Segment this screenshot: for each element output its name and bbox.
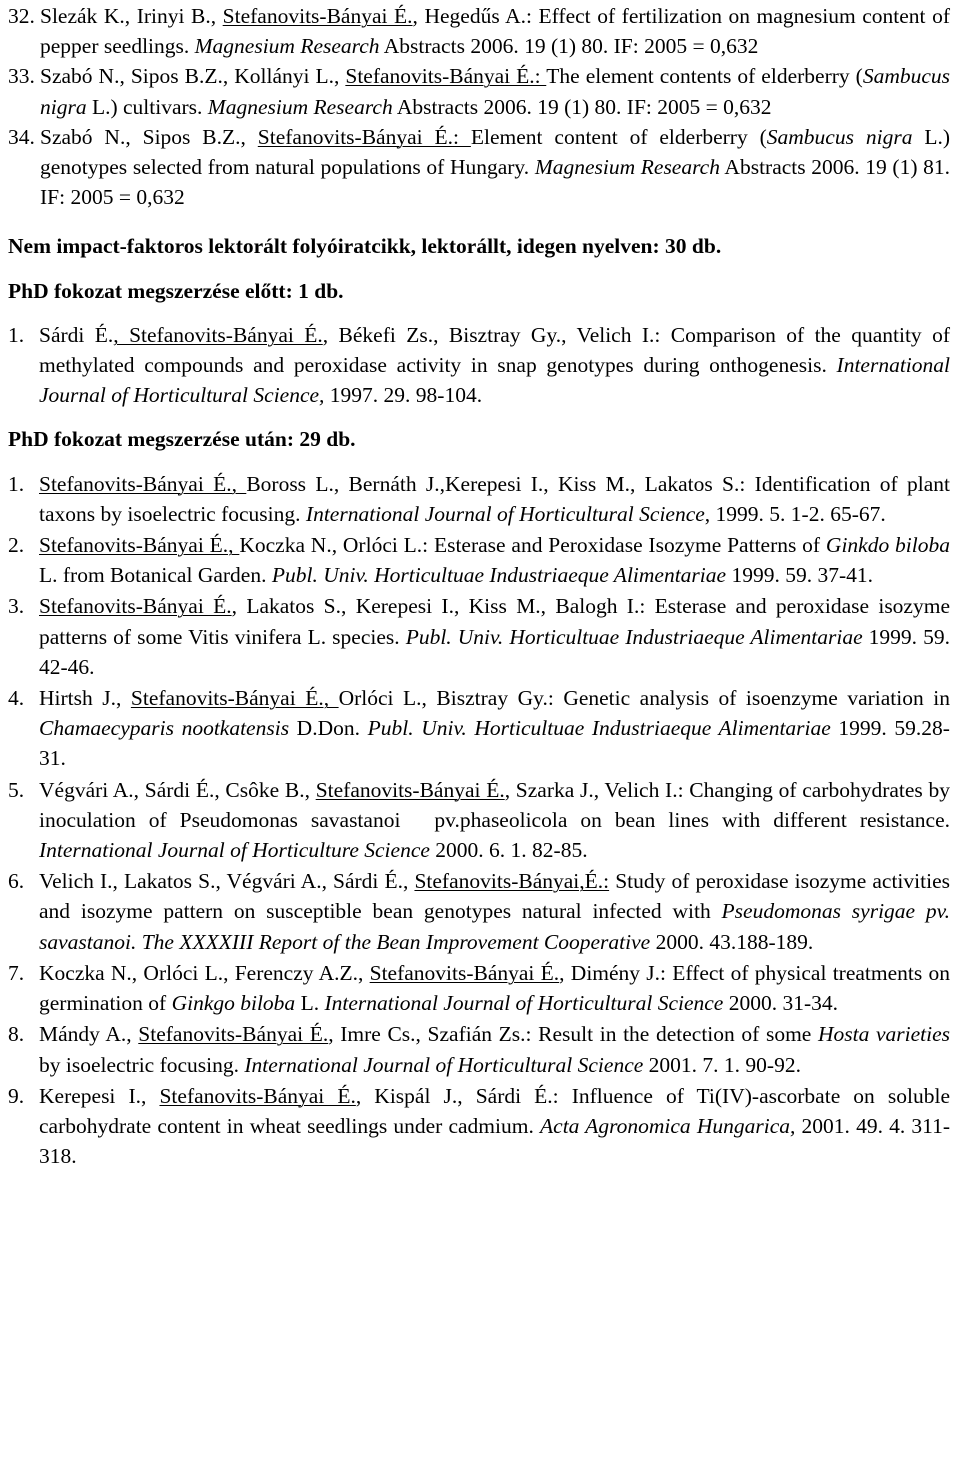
reference-text [39, 591, 950, 682]
reference-segment: , Dimény J.: Effect of physical treatments on germination of [39, 960, 950, 1016]
reference-segment: 2000. 6. 1. 82-85. [429, 838, 588, 863]
reference-text [40, 122, 950, 213]
reference-segment: Koczka N., Orlóci L., Ferenczy A.Z., [39, 960, 370, 985]
author-highlight: Stefanovits-Bányai,É.: [414, 869, 610, 894]
reference-entry [8, 775, 950, 866]
reference-number: 1. [8, 322, 25, 347]
journal-title: Ginkgo biloba [171, 991, 296, 1016]
journal-title: Sambucus nigra [766, 124, 913, 149]
reference-entry [8, 469, 950, 529]
author-highlight: Stefanovits-Bányai É. [39, 594, 232, 619]
reference-entry [8, 320, 950, 411]
journal-title: Publ. Univ. Horticultuae Industriaeque Alimentariae [367, 716, 831, 741]
reference-segment: L.) cultivars. [86, 94, 208, 119]
reference-number: 32. [8, 4, 35, 28]
reference-segment: 1999. 59. 37-41. [726, 563, 873, 588]
reference-text [39, 775, 950, 866]
reference-entry [8, 958, 950, 1018]
reference-segment: , Békefi Zs., Bisztray Gy., Velich I.: Comparison of the quantity of methylated compounds and peroxidase activity in snap genotypes during onthogenesis. [39, 322, 950, 378]
reference-number: 8. [8, 1022, 25, 1047]
reference-segment: , Kispál J., Sárdi É.: Influence of Ti(IV)-ascorbate on soluble carbohydrate content in wheat seedlings under cadmium. [39, 1083, 950, 1138]
journal-title: International Journal of Horticultural Science [305, 501, 705, 526]
reference-text [39, 469, 950, 529]
reference-segment: Abstracts 2006. 19 (1) 80. IF: 2005 = 0,632 [379, 34, 759, 59]
reference-segment: Sárdi É. [39, 322, 114, 347]
reference-number: 7. [8, 960, 25, 985]
reference-segment: by isoelectric focusing. [39, 1052, 245, 1077]
reference-number: 33. [8, 64, 35, 89]
reference-segment: Velich I., Lakatos S., Végvári A., Sárdi É., [39, 869, 415, 894]
reference-list-magnesium [8, 1, 950, 212]
reference-segment: Boross L., Bernáth J.,Kerepesi I., Kiss M., Lakatos S.: Identification of plant taxons by isoelectric focusing. [39, 471, 950, 526]
reference-entry [8, 866, 950, 957]
reference-number: 4. [8, 686, 25, 711]
author-highlight: Stefanovits-Bányai É.: [257, 124, 471, 149]
reference-segment: Szabó N., Sipos B.Z., Kollányi L., [40, 64, 346, 89]
author-highlight: Stefanovits-Bányai É. [369, 960, 560, 985]
journal-title: Magnesium Research [194, 34, 380, 59]
reference-entry [8, 591, 950, 682]
reference-text [39, 1019, 950, 1079]
reference-list-after-phd [8, 469, 950, 1172]
reference-segment: pv.phaseolicola on bean lines with different resistance. [434, 807, 950, 832]
reference-entry [8, 1081, 950, 1172]
author-highlight: Stefanovits-Bányai É.: [345, 64, 547, 89]
reference-entry [8, 61, 950, 121]
reference-segment: , Szarka J., Velich I.: Changing of carbohydrates by inoculation of Pseudomonas savastanoi [39, 777, 950, 832]
journal-title: International Journal of Horticultural Science [324, 991, 724, 1016]
reference-entry [8, 1, 950, 61]
reference-text [40, 61, 950, 121]
reference-segment: Hirtsh J., [39, 686, 131, 711]
reference-text [39, 958, 950, 1018]
reference-text [39, 866, 950, 957]
reference-number: 3. [8, 594, 25, 619]
reference-segment: 2001. 7. 1. 90-92. [643, 1052, 801, 1077]
reference-segment: L. [295, 991, 325, 1016]
journal-title: Publ. Univ. Horticultuae Industriaeque Alimentariae [271, 563, 727, 588]
reference-text [40, 1, 950, 61]
reference-segment: Végvári A., Sárdi É., Csôke B., [39, 777, 316, 802]
journal-title: Sambucus nigra [40, 64, 950, 119]
reference-text [39, 320, 950, 411]
reference-entry [8, 122, 950, 213]
section-heading-non-impact: Nem impact-faktoros lektorált folyóiratcikk, lektorállt, idegen nyelven: 30 db. [8, 234, 722, 259]
reference-segment: 2000. 31-34. [723, 991, 839, 1016]
reference-segment: The element contents of elderberry ( [546, 64, 863, 89]
reference-segment: 2001. 49. 4. 311-318. [39, 1113, 950, 1169]
reference-segment: Koczka N., Orlóci L.: Esterase and Peroxidase Isozyme Patterns of [239, 533, 826, 558]
reference-entry [8, 530, 950, 590]
reference-segment: Mándy A., [39, 1022, 139, 1047]
section-heading-after-phd: PhD fokozat megszerzése után: 29 db. [8, 427, 356, 452]
reference-segment: 1999. 59. 42-46. [39, 624, 950, 679]
reference-entry [8, 683, 950, 774]
reference-segment: Abstracts 2006. 19 (1) 80. IF: 2005 = 0,632 [392, 94, 772, 119]
reference-segment: Element content of elderberry ( [470, 124, 767, 149]
journal-title: Pseudomonas syrigae pv. savastanoi. The XXXXIII Report of the Bean Improvement Cooperative [39, 899, 950, 954]
author-highlight: Stefanovits-Bányai É., [39, 533, 240, 558]
reference-segment: 1997. 29. 98-104. [324, 383, 483, 408]
author-highlight: Stefanovits-Bányai É., [39, 471, 247, 496]
reference-segment: Slezák K., Irinyi B., [40, 4, 223, 28]
reference-segment: Study of peroxidase isozyme activities and isozyme pattern on susceptible bean genotypes natural infected with [39, 869, 950, 924]
reference-number: 2. [8, 533, 25, 558]
reference-number: 9. [8, 1083, 25, 1108]
journal-title: Hosta varieties [817, 1022, 951, 1047]
journal-title: Chamaecyparis nootkatensis [39, 716, 290, 741]
reference-segment: Kerepesi I., [39, 1083, 160, 1108]
reference-segment: , 1999. 5. 1-2. 65-67. [704, 501, 886, 526]
journal-title: Magnesium Research [207, 94, 393, 119]
section-heading-before-phd: PhD fokozat megszerzése előtt: 1 db. [8, 278, 344, 303]
author-highlight: , Stefanovits-Bányai É. [113, 322, 323, 347]
reference-segment: Orlóci L., Bisztray Gy.: Genetic analysis of isoenzyme variation in [338, 686, 950, 711]
reference-text [39, 530, 950, 590]
reference-segment: , Imre Cs., Szafián Zs.: Result in the detection of some [328, 1022, 818, 1047]
reference-segment: , Lakatos S., Kerepesi I., Kiss M., Balogh I.: Esterase and peroxidase isozyme patterns of some Vitis vinifera L. species. [39, 594, 950, 649]
reference-segment: Abstracts 2006. 19 (1) 81. IF: 2005 = 0,632 [40, 155, 950, 210]
reference-segment: Szabó N., Sipos B.Z., [40, 124, 258, 149]
author-highlight: Stefanovits-Bányai É. [222, 4, 413, 28]
journal-title: Ginkdo biloba [825, 533, 950, 558]
reference-segment: , Hegedűs A.: Effect of fertilization on magnesium content of pepper seedlings. [40, 4, 950, 59]
journal-title: International Journal of Horticultural Science [244, 1052, 644, 1077]
journal-title: International Journal of Horticulture Science [39, 838, 430, 863]
author-highlight: Stefanovits-Bányai É. [315, 777, 505, 802]
author-highlight: Stefanovits-Bányai É. [138, 1022, 329, 1047]
author-highlight: Stefanovits-Bányai É., [130, 686, 339, 711]
reference-number: 1. [8, 471, 25, 496]
journal-title: Publ. Univ. Horticultuae Industriaeque Alimentariae [405, 624, 863, 649]
journal-title: International Journal of Horticultural Science, [39, 353, 950, 408]
reference-segment: L.) genotypes selected from natural populations of Hungary. [40, 124, 951, 180]
reference-segment: 2000. 43.188-189. [650, 929, 814, 954]
reference-list-before-phd [8, 320, 950, 411]
reference-text [39, 683, 950, 774]
reference-text [39, 1081, 950, 1172]
reference-segment: 1999. 59.28-31. [39, 716, 950, 771]
reference-segment: L. from Botanical Garden. [39, 563, 272, 588]
reference-segment: D.Don. [289, 716, 368, 741]
journal-title: Magnesium Research [534, 155, 720, 180]
reference-entry [8, 1019, 950, 1079]
reference-number: 34. [8, 124, 35, 149]
reference-number: 6. [8, 869, 25, 894]
journal-title: Acta Agronomica Hungarica, [540, 1113, 796, 1138]
author-highlight: Stefanovits-Bányai É. [159, 1083, 356, 1108]
reference-number: 5. [8, 777, 25, 802]
